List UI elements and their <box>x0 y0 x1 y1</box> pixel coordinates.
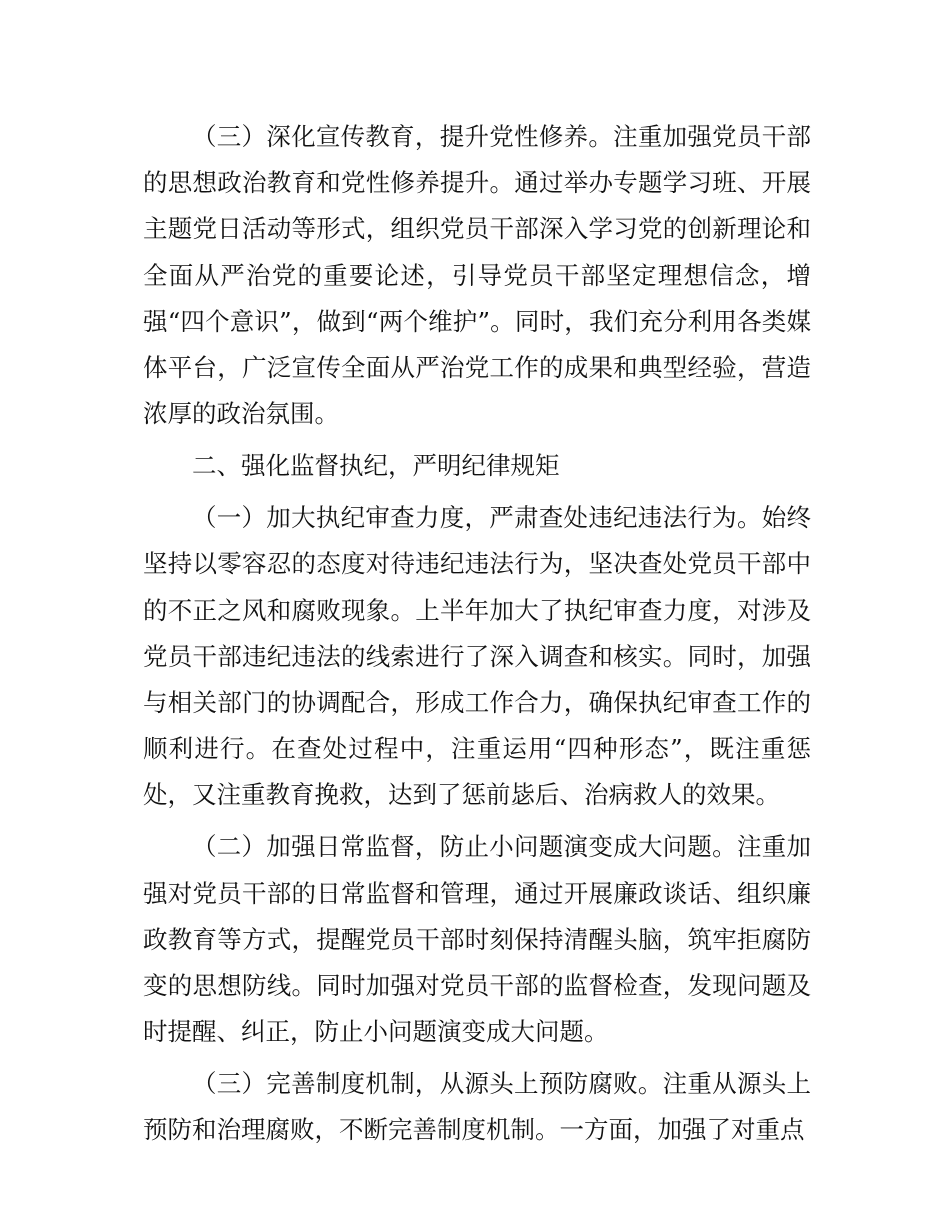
paragraph-daily-supervision: （二）加强日常监督，防止小问题演变成大问题。注重加强对党员干部的日常监督和管理，通过开展廉政谈话、组织廉政教育等方式，提醒党员干部时刻保持清醒头脑，筑牢拒腐防变的思想防线。同时加强对党员干部的监督检查，发现问题及时提醒、纠正，防止小问题演变成大问题。 <box>143 832 811 1047</box>
document-body <box>143 114 811 1159</box>
paragraph-improve-institutions: （三）完善制度机制，从源头上预防腐败。注重从源头上预防和治理腐败，不断完善制度机制。一方面，加强了对重点 <box>143 1069 811 1145</box>
paragraph-deepen-publicity-education: （三）深化宣传教育，提升党性修养。注重加强党员干部的思想政治教育和党性修养提升。通过举办专题学习班、开展主题党日活动等形式，组织党员干部深入学习党的创新理论和全面从严治党的重要论述，引导党员干部坚定理想信念，增强“四个意识”，做到“两个维护”。同时，我们充分利用各类媒体平台，广泛宣传全面从严治党工作的成果和典型经验，营造浓厚的政治氛围。 <box>143 122 811 429</box>
section-heading-supervision: 二、强化监督执纪，严明纪律规矩 <box>192 451 560 481</box>
paragraph-disciplinary-review: （一）加大执纪审查力度，严肃查处违纪违法行为。始终坚持以零容忍的态度对待违纪违法行为，坚决查处党员干部中的不正之风和腐败现象。上半年加大了执纪审查力度，对涉及党员干部违纪违法的线索进行了深入调查和核实。同时，加强与相关部门的协调配合，形成工作合力，确保执纪审查工作的顺利进行。在查处过程中，注重运用“四种形态”，既注重惩处，又注重教育挽救，达到了惩前毖后、治病救人的效果。 <box>143 503 811 810</box>
